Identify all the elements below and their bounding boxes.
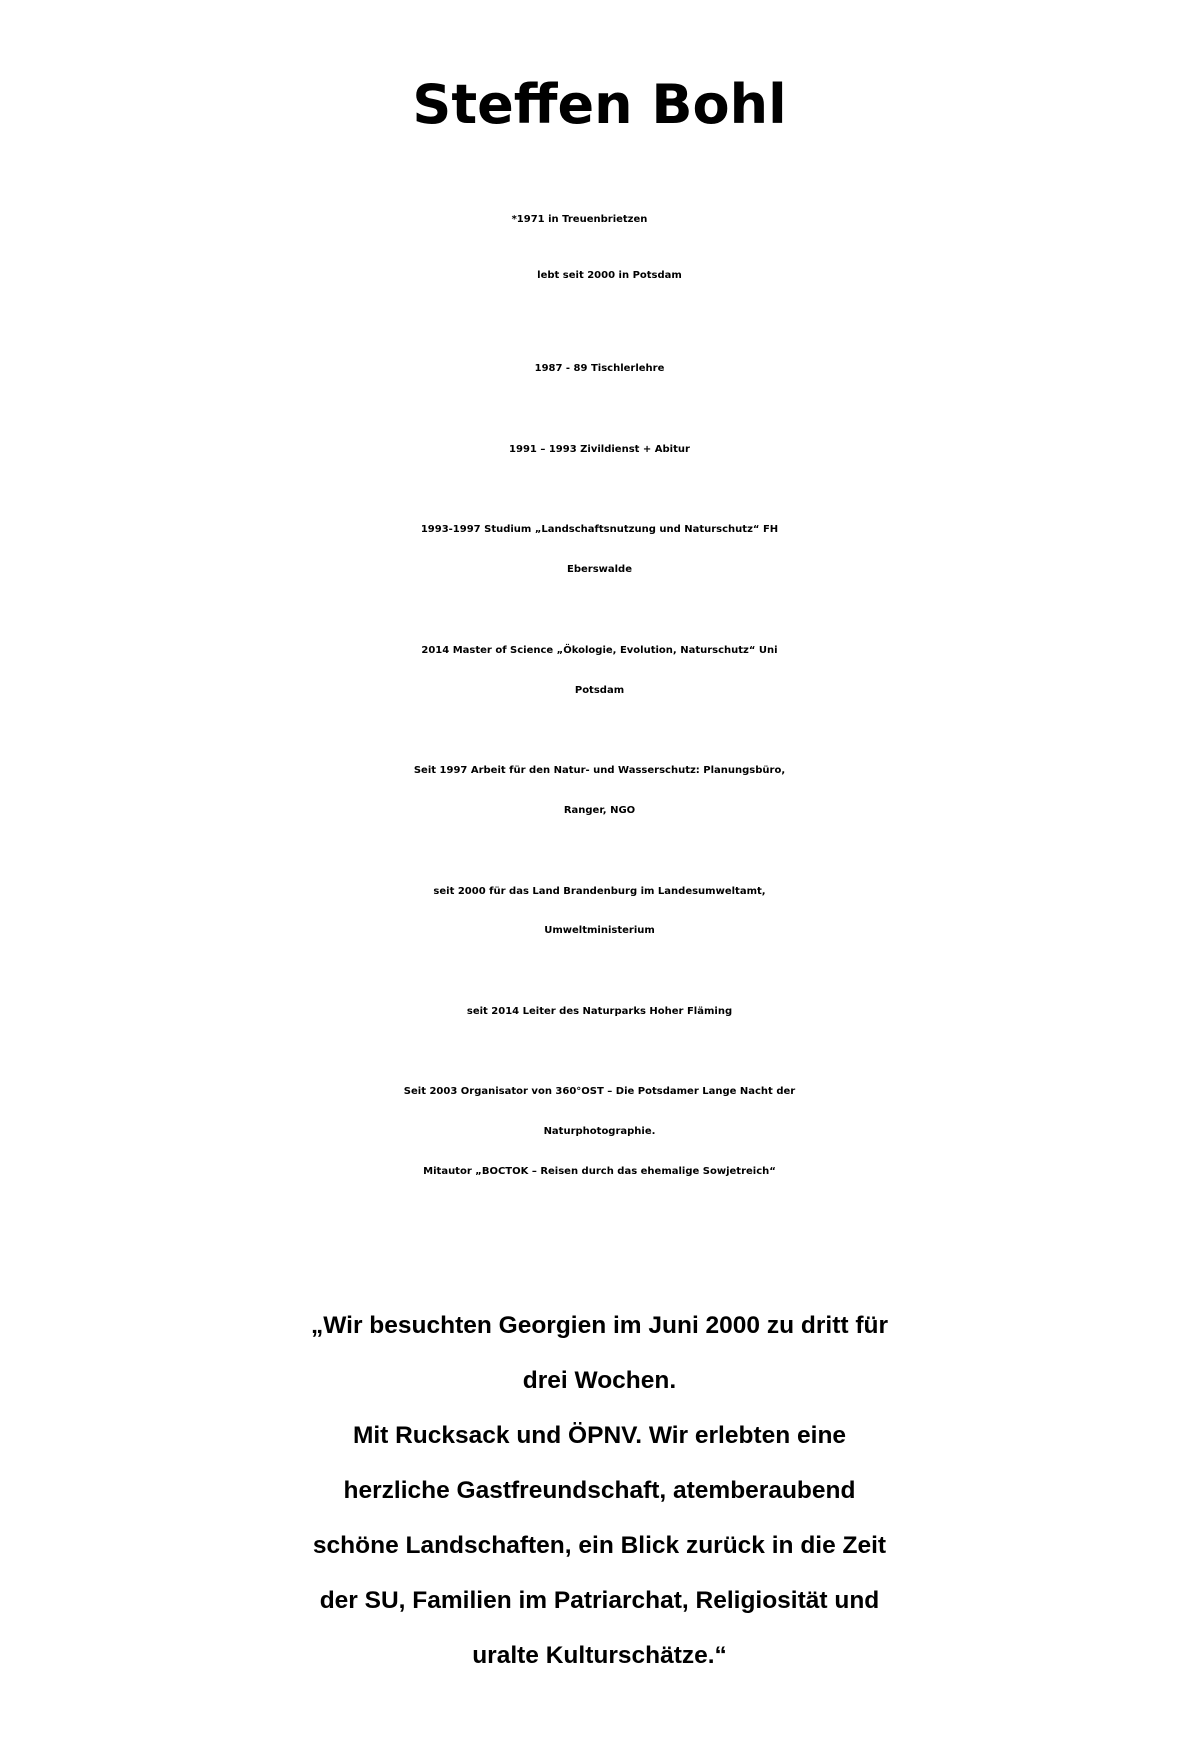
bio-residence: lebt seit 2000 in Potsdam (537, 270, 682, 281)
bio-master-line-2: Potsdam (574, 685, 625, 696)
quote-line: „Wir besuchten Georgien im Juni 2000 zu dritt für (311, 1312, 888, 1339)
bio-studies-line-2: Eberswalde (566, 564, 632, 575)
bio-organizer-line-2: Naturphotographie. (543, 1126, 656, 1137)
bio-birth: *1971 in Treuenbrietzen (511, 214, 648, 225)
bio-master-line-1: 2014 Master of Science „Ökologie, Evolution, Naturschutz“ Uni (421, 645, 778, 656)
quote-line: drei Wochen. (522, 1367, 677, 1394)
quote-line: herzliche Gastfreundschaft, atemberaubend (343, 1477, 856, 1504)
bio-work-line-1: Seit 1997 Arbeit für den Natur- und Wasserschutz: Planungsbüro, (413, 765, 786, 776)
bio-naturpark: seit 2014 Leiter des Naturparks Hoher Fläming (466, 1006, 733, 1017)
bio-studies-line-1: 1993-1997 Studium „Landschaftsnutzung und Naturschutz“ FH (420, 524, 779, 535)
quote-line: schöne Landschaften, ein Blick zurück in die Zeit (312, 1532, 887, 1559)
quote-line: Mit Rucksack und ÖPNV. Wir erlebten eine (352, 1422, 847, 1449)
quote-block (0, 1298, 1199, 1683)
bio-brandenburg-line-2: Umweltministerium (544, 925, 655, 936)
bio-brandenburg-line-1: seit 2000 für das Land Brandenburg im Landesumweltamt, (433, 886, 766, 897)
bio-apprenticeship: 1987 - 89 Tischlerlehre (534, 363, 665, 374)
page-title: Steffen Bohl (412, 73, 787, 136)
bio-work-line-2: Ranger, NGO (563, 805, 636, 816)
quote-line: der SU, Familien im Patriarchat, Religiosität und (319, 1587, 880, 1614)
bio-organizer-line-1: Seit 2003 Organisator von 360°OST – Die Potsdamer Lange Nacht der (403, 1086, 796, 1097)
bio-coauthor: Mitautor „BOCTOK – Reisen durch das ehemalige Sowjetreich“ (423, 1166, 776, 1177)
bio-civil-service: 1991 – 1993 Zivildienst + Abitur (509, 444, 690, 455)
quote-line: uralte Kulturschätze.“ (472, 1642, 727, 1669)
